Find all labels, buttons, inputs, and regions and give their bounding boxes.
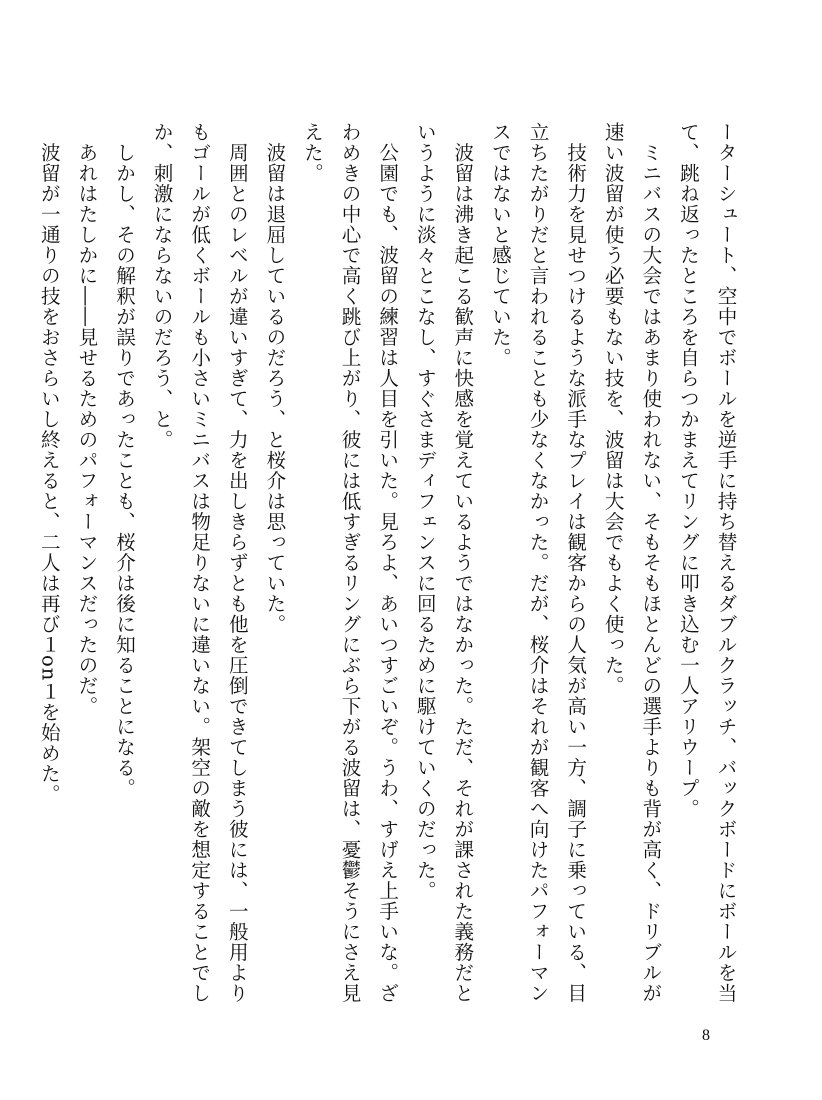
text-line: 波留が一通りの技をおさらいし終えると、二人は再び１on１を始めた。 xyxy=(37,122,61,805)
vertical-body-text xyxy=(30,122,744,1032)
text-line: もゴールが低くボールも小さいミニバスは物足りないに違いない。架空の敵を想定することでし xyxy=(187,122,211,1004)
text-line: 技術力を見せつけるような派手なプレイは観客からの人気が高い一方、調子に乗っている、目 xyxy=(563,122,587,1004)
text-line: いうように淡々とこなし、すぐさまディフェンスに回るために駆けていくのだった。 xyxy=(413,122,437,901)
text-line: ミニバスの大会ではあまり使われない、そもそもほとんどの選手よりも背が高く、ドリブルが xyxy=(638,122,662,1004)
text-line: あれはたしかに――見せるためのパフォーマンスだったのだ。 xyxy=(74,122,98,717)
text-line: か、刺激にならないのだろう、と。 xyxy=(150,122,174,450)
text-line: 周囲とのレベルが違いすぎて、力を出しきらずとも他を圧倒できてしまう彼には、一般用より xyxy=(225,122,249,1004)
page-number: 8 xyxy=(702,1027,710,1044)
text-line: て、跳ね返ったところを自らつかまえてリングに叩き込む一人アリウープ。 xyxy=(676,122,700,819)
text-line: ーターシュート、空中でボールを逆手に持ち替えるダブルクラッチ、バックボードにボールを当 xyxy=(714,122,737,1004)
text-line: しかし、その解釈が誤りであったことも、桜介は後に知ることになる。 xyxy=(112,122,136,799)
text-line: スではないと感じていた。 xyxy=(488,122,512,368)
text-line: 立ちたがりだと言われることも少なくなかった。だが、桜介はそれが観客へ向けたパフォーマン xyxy=(526,122,550,1004)
text-line: 波留は沸き起こる歓声に快感を覚えているようではなかった。ただ、それが課された義務だと xyxy=(450,122,474,1004)
text-line: 波留は退屈しているのだろう、と桜介は思っていた。 xyxy=(262,122,286,635)
text-line: 公園でも、波留の練習は人目を引いた。見ろよ、あいつすごいぞ。うわ、すげえ上手いな。ざ xyxy=(375,122,399,1004)
text-line: わめきの中心で高く跳び上がり、彼には低すぎるリングにぶら下がる波留は、憂鬱そうにさえ見 xyxy=(338,122,362,1004)
text-line: 速い波留が使う必要もない技を、波留は大会でもよく使った。 xyxy=(601,122,625,696)
text-line: えた。 xyxy=(300,122,324,184)
